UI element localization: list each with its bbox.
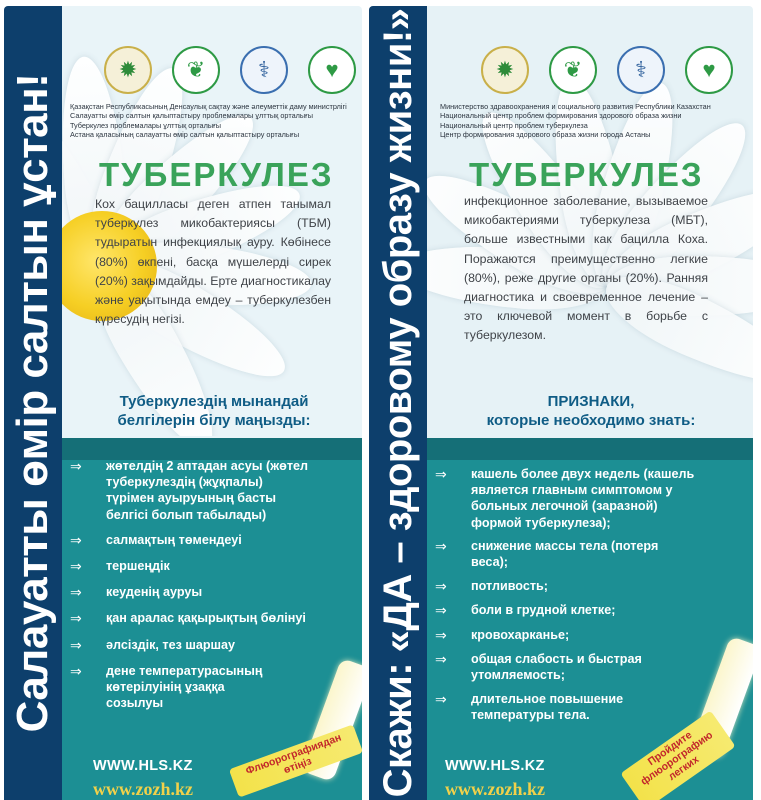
fluorography-badge: Пройдите флюорографию легких [620, 710, 735, 800]
state-emblem-icon: ✹ [481, 46, 529, 94]
org-line: Национальный центр проблем формирования здорового образа жизни [440, 111, 682, 121]
right-title: ТУБЕРКУЛЕЗ [469, 156, 704, 193]
sign-text: длительное повышение температуры тела. [471, 692, 624, 723]
list-item [435, 691, 681, 723]
org-line: Национальный центр проблем туберкулеза [440, 120, 588, 130]
right-intro-text: инфекционное заболевание, вызываемое микобактериями туберкулеза (МБТ), больше известными как бацилла Коха. Поражаются преимущественно легкие (80%), реже другие органы (20%). Ранняя диагностика и своевременное лечение – это ключевой момент в борьбе с туберкулезом. [464, 194, 708, 343]
list-item [70, 663, 276, 712]
right-signs-heading [431, 392, 751, 430]
sign-text: тершеңдік [106, 559, 170, 574]
right-signs-heading-line1: ПРИЗНАКИ, [547, 393, 635, 410]
list-item [70, 558, 310, 574]
right-signs-list [435, 466, 707, 724]
right-vertical-slogan: Скажи: «ДА – здоровому образу жизни!» [376, 8, 420, 798]
left-title: ТУБЕРКУЛЕЗ [99, 156, 334, 193]
health-center-icon: ❦ [172, 46, 220, 94]
arrow-right-icon: ⇒ [435, 466, 447, 482]
left-signs-heading [70, 392, 358, 430]
arrow-right-icon: ⇒ [435, 602, 447, 619]
arrow-right-icon: ⇒ [70, 458, 82, 474]
arrow-right-icon: ⇒ [435, 626, 447, 643]
healthy-lifestyle-icon: ♥ [685, 46, 733, 94]
sign-text: общая слабость и быстрая утомляемость; [471, 651, 642, 683]
list-item [435, 627, 707, 643]
left-logo-row [104, 46, 356, 94]
sign-text: снижение массы тела (потеря веса); [471, 538, 659, 570]
health-center-icon: ❦ [549, 46, 597, 94]
tuberculosis-center-icon: ⚕ [617, 46, 665, 94]
left-signs-section [62, 438, 362, 800]
list-item [70, 637, 310, 653]
fluorography-badge: Флюорографиядан өтіңіз [229, 724, 362, 797]
list-item [435, 578, 707, 594]
left-signs-list [70, 458, 310, 711]
url-hls: WWW.HLS.KZ [93, 758, 193, 774]
right-logo-row [481, 46, 733, 94]
list-item [70, 532, 310, 548]
left-vertical-slogan: Салауатты өмір салтын ұстан! [8, 73, 57, 733]
right-organizations [440, 102, 746, 140]
right-panel-russian [369, 6, 753, 800]
right-signs-section [427, 438, 753, 800]
org-line: Қазақстан Республикасының Денсаулық сақтау және әлеуметтік даму министрлігі [70, 102, 347, 111]
tuberculosis-center-icon: ⚕ [240, 46, 288, 94]
left-signs-heading-line1: Туберкулездің мынандай [119, 393, 309, 410]
arrow-right-icon: ⇒ [70, 662, 82, 679]
url-zozh: www.zozh.kz [93, 779, 193, 799]
list-item [435, 602, 707, 618]
left-panel-kazakh [4, 6, 362, 800]
arrow-right-icon: ⇒ [70, 636, 82, 653]
sign-text: кашель более двух недель (кашель является главным симптомом у больных легочной (заразной) формой туберкулеза); [471, 467, 695, 530]
arrow-right-icon: ⇒ [435, 578, 447, 595]
arrow-right-icon: ⇒ [70, 531, 82, 548]
sign-text: жөтелдің 2 аптадан асуы (жөтел туберкулездің (жұқпалы) түрімен ауыруының басты белгісі болып табылады) [106, 459, 309, 522]
state-emblem-icon: ✹ [104, 46, 152, 94]
sign-text: дене температурасының көтерілуінің ұзаққа созылуы [106, 663, 263, 711]
org-line: Туберкулез проблемалары ұлттық орталығы [70, 120, 221, 130]
list-item [70, 610, 310, 626]
org-line: Астана қаласының салауатты өмір салтын қалыптастыру орталығы [70, 130, 300, 140]
arrow-right-icon: ⇒ [435, 650, 447, 667]
list-item [435, 651, 681, 683]
left-vertical-banner [4, 6, 62, 800]
left-intro-text: Кох бацилласы деген атпен танымал туберкулез микобактериясы (ТБМ) тудыратын инфекциялық ауру. Көбінесе (80%) өкпені, басқа мүшелерді сирек (20%) зақымдайды. Ерте диагностикалау және уақытында емдеу – туберкулезбен күресудің негізі. [95, 197, 331, 327]
list-item [435, 466, 707, 531]
healthy-lifestyle-icon: ♥ [308, 46, 356, 94]
list-item [70, 458, 310, 523]
sign-text: әлсіздік, тез шаршау [106, 637, 236, 652]
url-hls: WWW.HLS.KZ [445, 758, 545, 774]
list-item [70, 584, 310, 600]
arrow-right-icon: ⇒ [435, 691, 447, 708]
list-item [435, 538, 681, 570]
org-line: Центр формирования здорового образа жизни города Астаны [440, 130, 651, 140]
sign-text: салмақтың төмендеуі [106, 532, 242, 547]
arrow-right-icon: ⇒ [435, 537, 447, 554]
sign-text: боли в грудной клетке; [471, 603, 616, 618]
arrow-right-icon: ⇒ [70, 610, 82, 627]
right-vertical-banner [369, 6, 427, 800]
arrow-right-icon: ⇒ [70, 558, 82, 575]
org-line: Министерство здравоохранения и социального развития Республики Казахстан [440, 102, 711, 111]
left-signs-heading-line2: белгілерін білу маңызды: [117, 412, 311, 429]
sign-text: қан аралас қақырықтың бөлінуі [106, 611, 306, 626]
arrow-right-icon: ⇒ [70, 584, 82, 601]
sign-text: кровохарканье; [471, 627, 570, 642]
org-line: Салауатты өмір салтын қалыптастыру проблемалары ұлттық орталығы [70, 111, 314, 121]
sign-text: кеуденің ауруы [106, 585, 203, 600]
url-zozh: www.zozh.kz [445, 779, 545, 799]
sign-text: потливость; [471, 579, 548, 594]
right-signs-heading-line2: которые необходимо знать: [486, 412, 696, 429]
left-organizations [70, 102, 360, 140]
